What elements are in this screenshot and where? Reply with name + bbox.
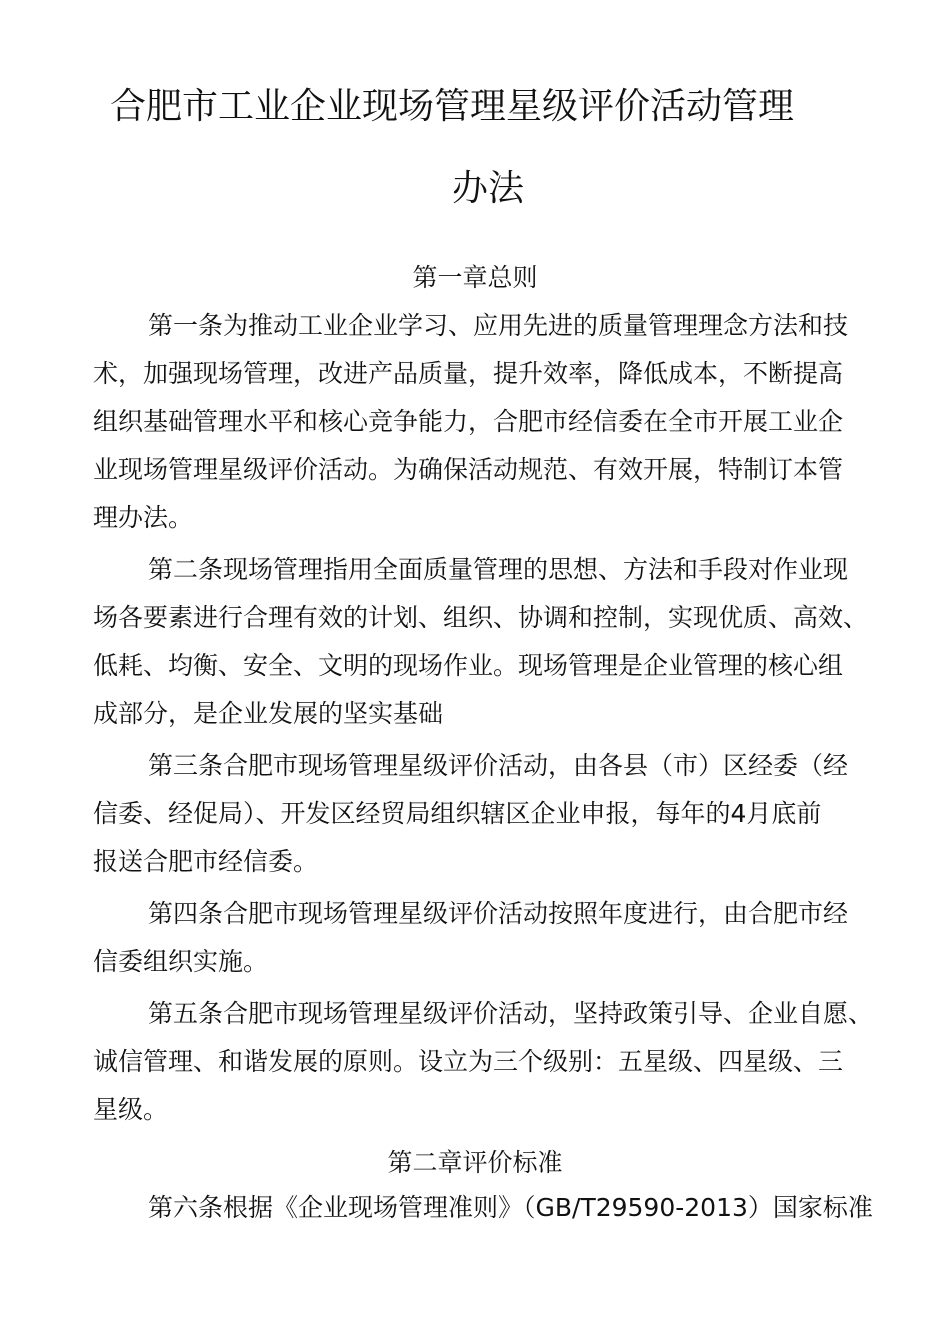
article-2-line-3: 低耗、均衡、安全、文明的现场作业。现场管理是企业管理的核心组 — [93, 651, 844, 680]
article-4-line-1: 第四条合肥市现场管理星级评价活动按照年度进行，由合肥市经 — [148, 899, 849, 928]
article-2-line-2: 场各要素进行合理有效的计划、组织、协调和控制，实现优质、高效、 — [93, 603, 869, 632]
article-5-line-3: 星级。 — [93, 1095, 169, 1124]
document-title-line-2: 办法 — [452, 168, 525, 209]
article-1-line-1: 第一条为推动工业企业学习、应用先进的质量管理理念方法和技 — [148, 311, 849, 340]
article-4-line-2: 信委组织实施。 — [93, 947, 269, 976]
article-6-line-1: 第六条根据《企业现场管理准则》（GB/T29590-2013）国家标准 — [148, 1193, 873, 1222]
chapter-heading-2: 第二章评价标准 — [387, 1148, 563, 1177]
document-title-line-1: 合肥市工业企业现场管理星级评价活动管理 — [110, 86, 795, 127]
article-5-line-1: 第五条合肥市现场管理星级评价活动，坚持政策引导、企业自愿、 — [148, 999, 874, 1028]
article-1-line-3: 组织基础管理水平和核心竞争能力，合肥市经信委在全市开展工业企 — [93, 407, 844, 436]
chapter-heading-1: 第一章总则 — [412, 263, 538, 292]
article-1-line-2: 术，加强现场管理，改进产品质量，提升效率，降低成本，不断提高 — [93, 359, 844, 388]
article-3-line-1: 第三条合肥市现场管理星级评价活动，由各县（市）区经委（经 — [148, 751, 849, 780]
article-2-line-1: 第二条现场管理指用全面质量管理的思想、方法和手段对作业现 — [148, 555, 849, 584]
article-5-line-2: 诚信管理、和谐发展的原则。设立为三个级别：五星级、四星级、三 — [93, 1047, 844, 1076]
article-1-line-5: 理办法。 — [93, 503, 194, 532]
article-2-line-4: 成部分，是企业发展的坚实基础 — [93, 699, 444, 728]
article-3-line-2: 信委、经促局）、开发区经贸局组织辖区企业申报，每年的4月底前 — [93, 799, 822, 828]
article-3-line-3: 报送合肥市经信委。 — [93, 847, 319, 876]
article-1-line-4: 业现场管理星级评价活动。为确保活动规范、有效开展，特制订本管 — [93, 455, 844, 484]
